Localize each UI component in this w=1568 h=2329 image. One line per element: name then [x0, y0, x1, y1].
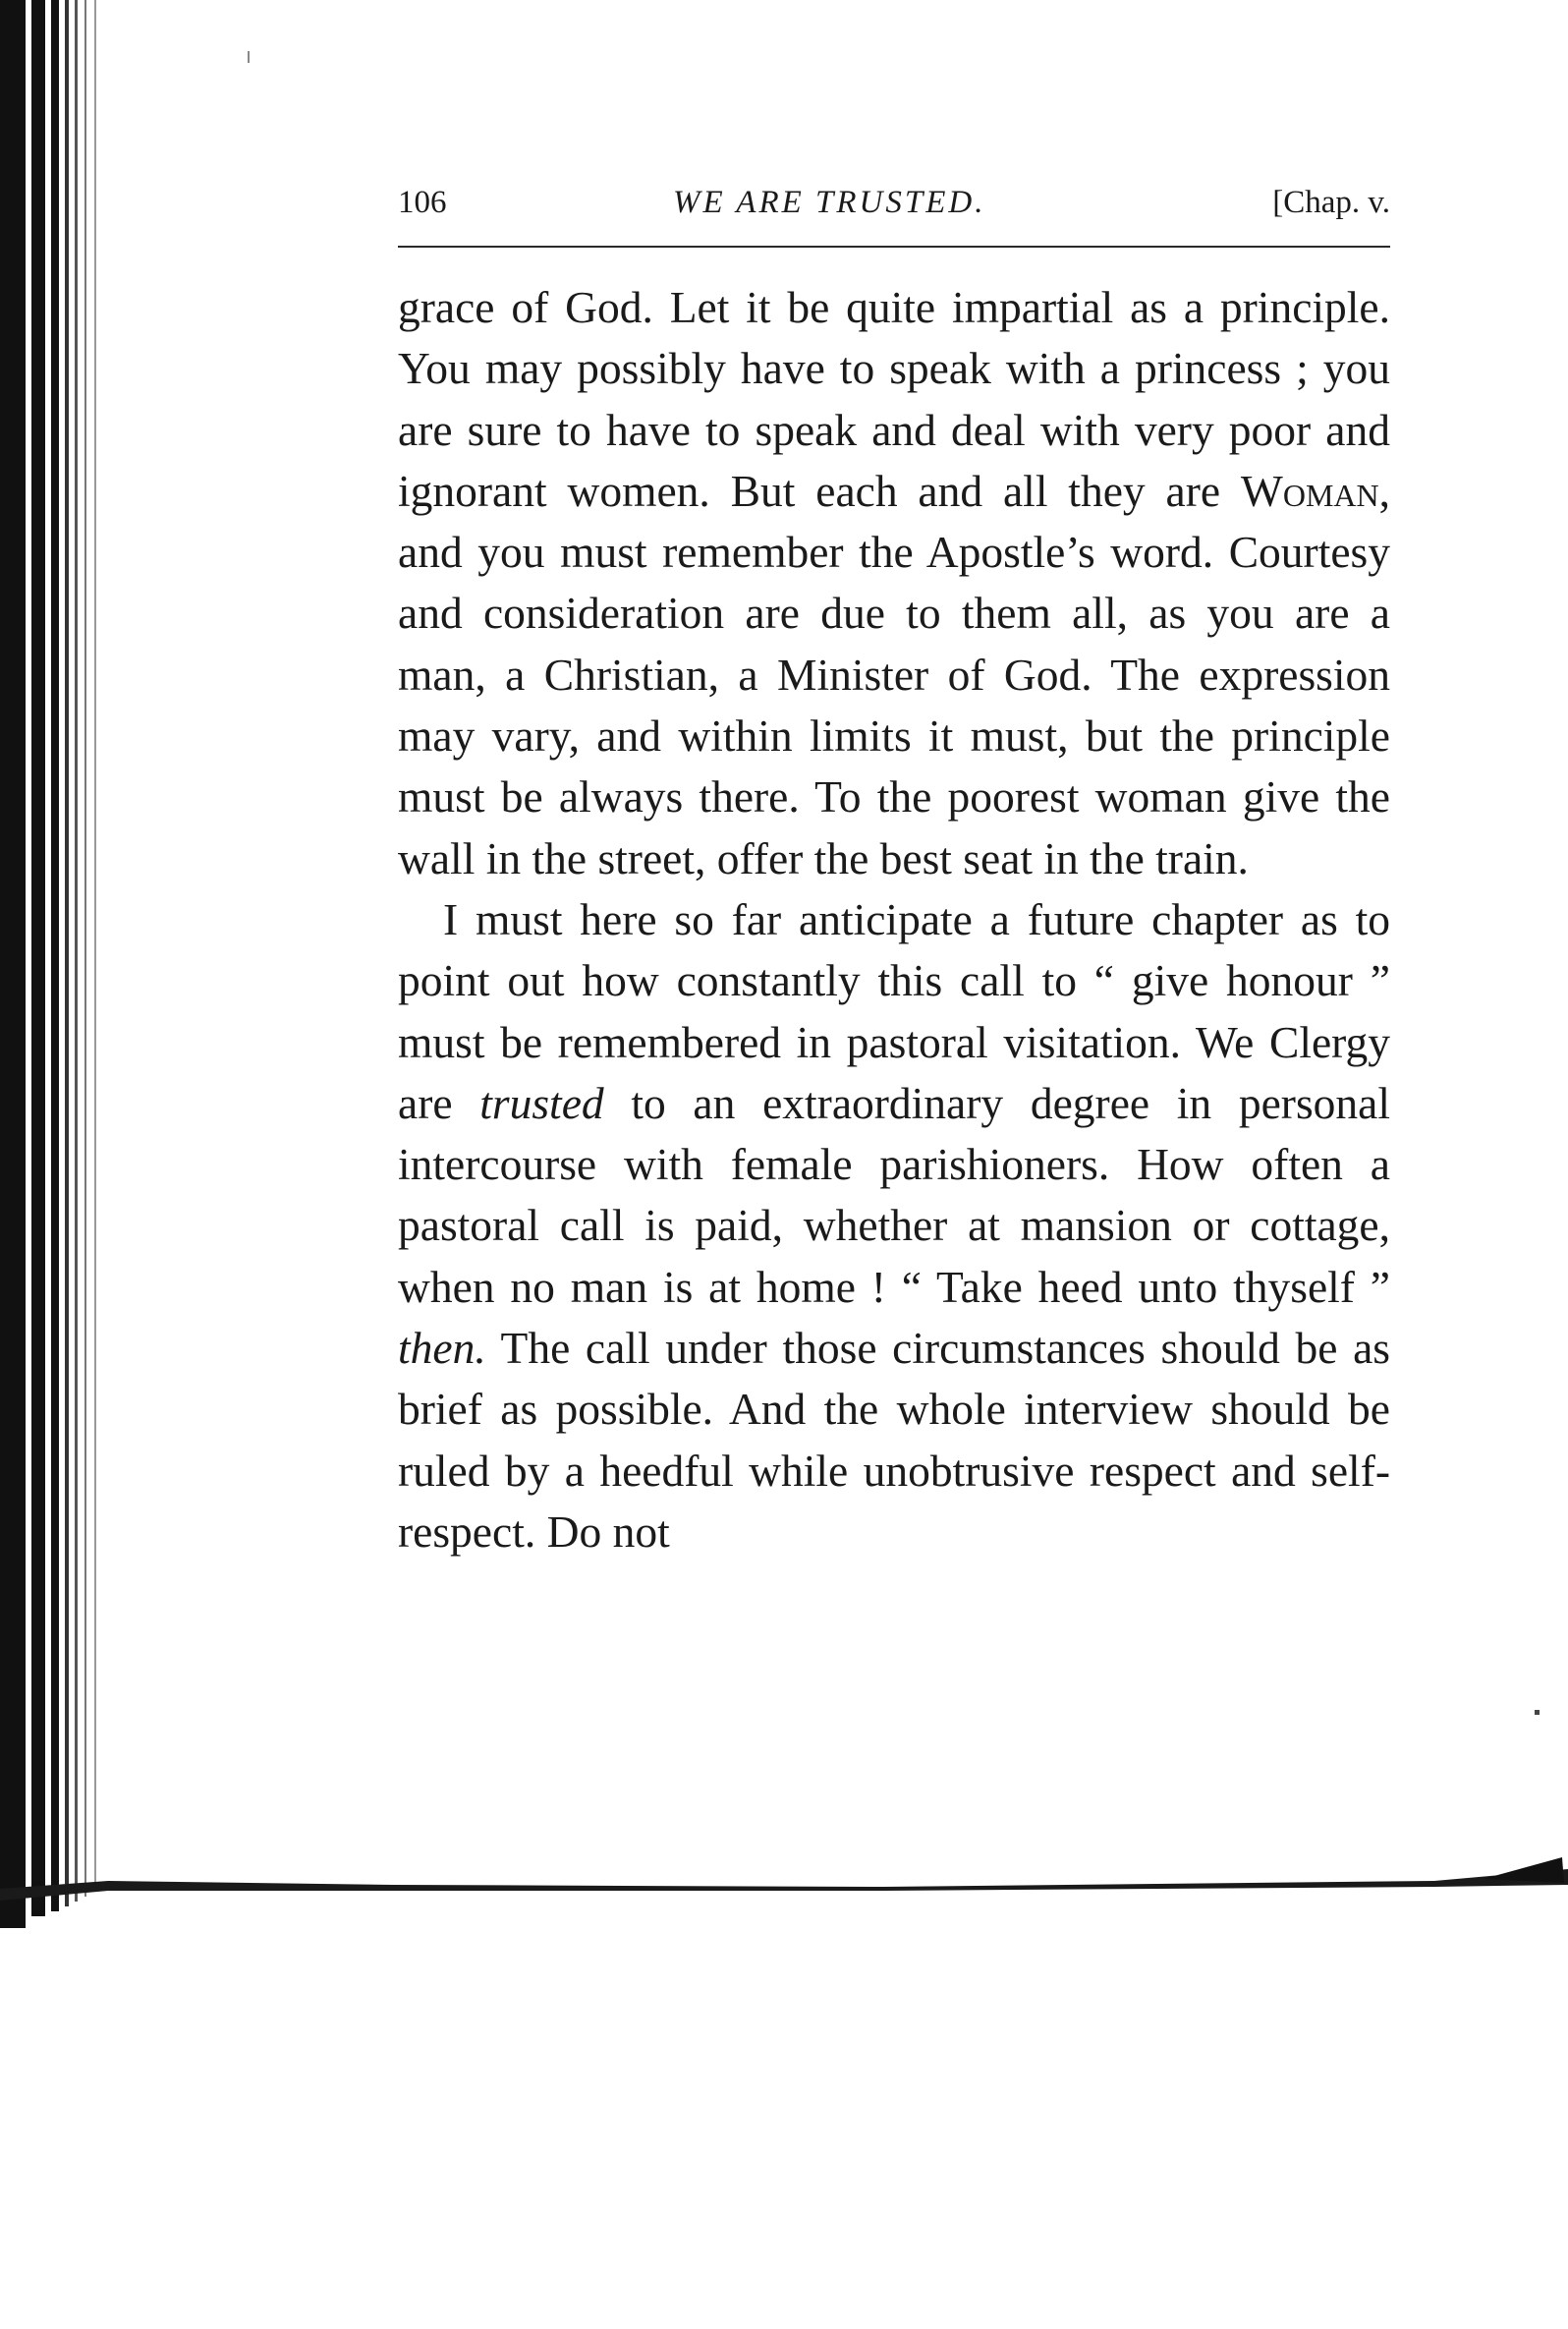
running-title: WE ARE TRUSTED. — [673, 185, 986, 220]
paragraph — [398, 277, 1390, 889]
scan-speck — [248, 51, 250, 63]
header-rule — [398, 246, 1390, 248]
small-caps-word: Woman — [1240, 465, 1379, 516]
binding-shadow — [0, 0, 110, 1928]
text-segment: , and you must remember the Apostle’s word. Courtesy and consideration are due to them all, as you are a man, a Christian, a Minister of God. The expression may vary, and within limits it must, but the principle must be always there. To the poorest woman give the wall in the street, offer the best seat in the train. — [398, 465, 1390, 883]
text-segment: to an extraordinary degree in personal intercourse with female parishioners. How often a pastoral call is paid, whether at mansion or cottage, when no man is at home ! “ Take heed unto thyself ” — [398, 1077, 1390, 1312]
page-bottom-edge — [0, 1840, 1568, 1928]
text-segment: grace of God. Let it be quite impartial as a principle. You may possibly have to speak with a princess ; you are sure to have to speak and deal with very poor and ignorant women. But each and all they are — [398, 282, 1390, 516]
chapter-marker: [Chap. v. — [1272, 185, 1390, 220]
body-text — [398, 277, 1390, 1562]
italic-word: trusted — [479, 1077, 604, 1128]
italic-word: then. — [398, 1323, 486, 1374]
text-segment: I must here so far anticipate a future chapter as to point out how constantly this call to “ give honour ” must be remembered in pastoral visitation. We Clergy are — [398, 893, 1390, 1128]
text-segment: The call under those circumstances should be as brief as possible. And the whole interview should be ruled by a heedful while unobtrusive respect and self-respect. Do not — [398, 1323, 1390, 1557]
page-number: 106 — [398, 185, 447, 220]
running-head — [398, 175, 1390, 230]
paragraph — [398, 889, 1390, 1562]
scan-speck — [1535, 1710, 1540, 1715]
